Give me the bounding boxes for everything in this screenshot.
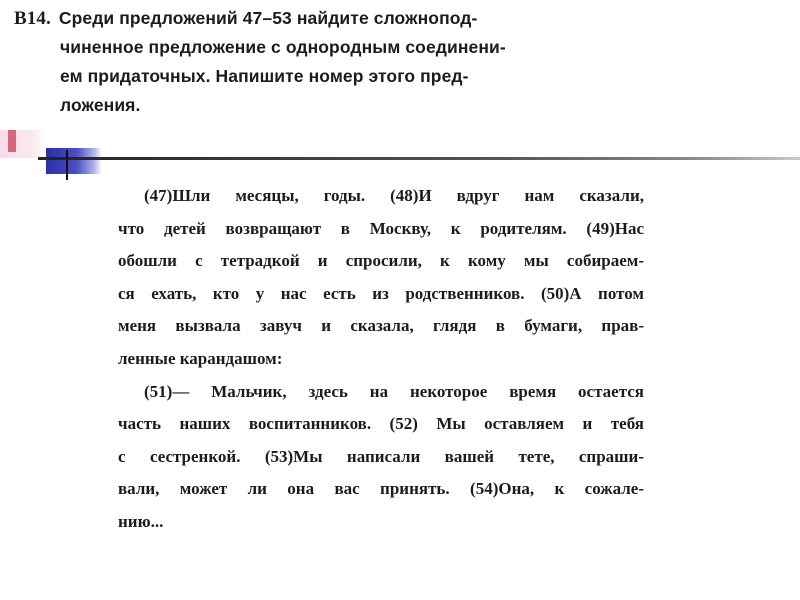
task-text-line: чиненное предложение с однородным соединени- [60, 37, 506, 57]
passage-line: с сестренкой. (53)Мы написали вашей тете, спраши- [118, 446, 644, 466]
passage-line: ленные карандашом: [118, 348, 283, 368]
passage-line: (51)— Мальчик, здесь на некоторое время остается [144, 381, 644, 401]
passage-line: обошли с тетрадкой и спросили, к кому мы собираем- [118, 251, 644, 271]
task-block [14, 4, 514, 120]
passage-line: ся ехать, кто у нас есть из родственников. (50)А потом [118, 283, 644, 303]
decorative-tick [66, 150, 68, 180]
task-line-1 [14, 4, 514, 33]
passage-line: вали, может ли она вас принять. (54)Она, к сожале- [118, 479, 644, 499]
decorative-blue-block [46, 148, 102, 174]
task-text-line: ем придаточных. Напишите номер этого пред- [60, 66, 469, 86]
reading-passage [118, 180, 644, 539]
task-number: В14. [14, 8, 51, 29]
divider-line [38, 157, 800, 160]
passage-line: часть наших воспитанников. (52) Мы оставляем и тебя [118, 414, 644, 434]
passage-line: меня вызвала завуч и сказала, глядя в бумаги, прав- [118, 316, 644, 336]
task-text-line: ложения. [60, 95, 141, 115]
decorative-red-bar [8, 130, 16, 152]
task-text-line: Среди предложений 47–53 найдите сложнопод- [58, 8, 478, 28]
decorative-pink-block [0, 130, 46, 158]
passage-line: нию... [118, 511, 164, 531]
passage-line: (47)Шли месяцы, годы. (48)И вдруг нам сказали, [144, 186, 644, 205]
passage-line: что детей возвращают в Москву, к родителям. (49)Нас [118, 218, 644, 238]
